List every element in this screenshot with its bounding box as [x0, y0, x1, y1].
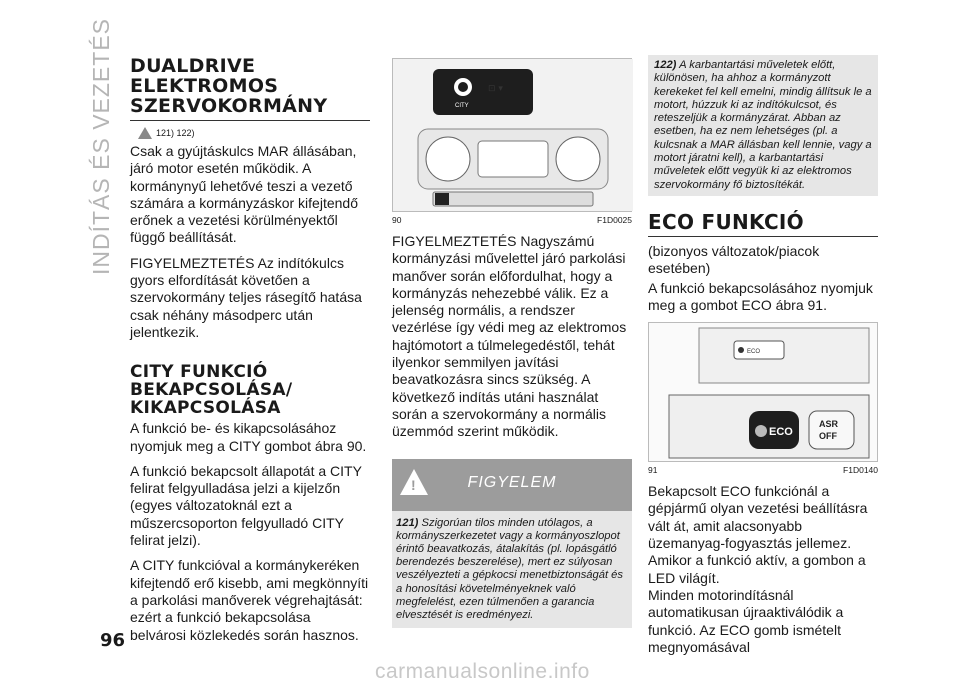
city-button-label: CITY [455, 103, 469, 109]
watermark: carmanualsonline.info [375, 660, 590, 683]
svg-text:ECO: ECO [747, 349, 761, 356]
warning-refs: 121) 122) [138, 127, 370, 139]
figure-number: 91 [648, 465, 658, 476]
figure-code: F1D0025 [597, 215, 632, 225]
page-number: 96 [100, 630, 126, 651]
figure-90 [392, 58, 632, 212]
section-heading-dualdrive: DUALDRIVE ELEKTROMOS SZERVOKORMÁNY [130, 55, 328, 117]
figure-caption [648, 465, 878, 475]
warning-title: FIGYELEM [467, 473, 557, 491]
figure-91 [648, 322, 878, 462]
eco-button-photo [649, 323, 877, 461]
divider [130, 120, 370, 121]
column-3 [648, 55, 878, 664]
column-1 [130, 50, 370, 652]
warning-number: 121) [396, 516, 419, 529]
figure-caption [392, 215, 632, 225]
section-heading-city: CITY FUNKCIÓ BEKAPCSOLÁSA/ KIKAPCSOLÁSA [130, 362, 293, 419]
paragraph: Csak a gyújtáskulcs MAR állásában, járó motor esetén működik. A kormánynyű lehetővé teszi a vezető számára a kormányzáskor kifejtendő erőnek a vezetési körülményektől függő beállítását. [130, 143, 358, 246]
chapter-side-title: INDÍTÁS ÉS VEZETÉS [88, 18, 114, 275]
section-heading-eco: ECO FUNKCIÓ [648, 209, 804, 234]
note-text: A karbantartási műveletek előtt, különösen, ha ahhoz a kormányzott kerekeket fel kell emelni, mindig állítsuk le a motort, húzzuk ki az indítókulcsot, és reteszeljük a kormányzárat. Abban az esetben, ha ez nem lehetséges (pl. a kulcsnak a MAR állásban kell lennie, vagy a motort járatni kell), a karbantartási műveletek előtt vegyük ki az elektromos szervokormány fő biztosítékát. [654, 59, 872, 191]
note-box [648, 55, 878, 196]
column-2 [392, 58, 632, 628]
off-label: OFF [819, 431, 837, 442]
warning-box [392, 459, 632, 629]
warning-text: Szigorúan tilos minden utólagos, a kormányszerkezetet vagy a kormányoszlopot érintő beavatkozás, átalakítás (pl. lopásgátló berendezés beszerelése), mert ez súlyosan veszélyezteti a gépkocsi menetbiztonságát és a honosítási követelményeknek való megfelelést, ezen túlmenően a garancia elvesztését is eredményezi. [396, 516, 623, 621]
warning-icon [138, 127, 152, 139]
paragraph: FIGYELMEZTETÉS Az indítókulcs gyors elfordítását követően a szervokormány teljes rásegítő hatása csak néhány másodperc után jelentkezik. [130, 254, 362, 340]
paragraph: FIGYELMEZTETÉS Nagyszámú kormányzási művelettel járó parkolási manőver során előfordulhat, hogy a kormányzás nehezebbé válik. Ez a jelenség normális, a rendszer vezérlése így védi meg az elektromos hajtómotort a túlmelegedéstől, tehát ilyenkor semmilyen javítási beavatkozásra sincs szükség. A következő indítás utáni használat során a szervokormány a normális üzemmód szerint működik. [392, 233, 627, 440]
warning-body [392, 511, 632, 629]
paragraph: A funkció bekapcsolásához nyomjuk meg a gombot ECO ábra 91. [648, 279, 873, 313]
paragraph: A CITY funkcióval a kormánykeréken kifejtendő erő kisebb, ami megkönnyíti a parkolási manőverek végrehajtását: ezért a funkció bekapcsolása belvárosi közlekedés során hasznos. [130, 557, 369, 643]
eco-button-label: ECO [769, 426, 793, 439]
svg-text:⊡ ▾: ⊡ ▾ [488, 84, 503, 94]
note-number: 122) [654, 59, 677, 71]
paragraph: Minden motorindításnál automatikusan újraaktiválódik a funkció. Az ECO gomb ismételt megnyomásával [648, 586, 844, 655]
figure-number: 90 [392, 215, 402, 225]
paragraph: A funkció be- és kikapcsolásához nyomjuk meg a CITY gombot ábra 90. [130, 420, 367, 454]
figure-code: F1D0140 [843, 465, 878, 476]
paragraph: (bizonyos változatok/piacok esetében) [648, 242, 820, 277]
dashboard-illustration [393, 59, 633, 211]
divider [648, 236, 878, 237]
paragraph: A funkció bekapcsolt állapotát a CITY felirat felgyulladása jelzi a kijelzőn (egyes változatoknál ezt a műszercsoporton felgyulladó CITY felirat jelzi). [130, 462, 362, 549]
paragraph: Bekapcsolt ECO funkciónál a gépjármű olyan vezetési beállításra vált át, amit alacsonyabb üzemanyag-fogyasztás jellemez. Amikor a funkció aktív, a gombon a LED világít. [648, 483, 868, 586]
asr-label: ASR [819, 419, 839, 430]
warning-header [392, 459, 632, 511]
